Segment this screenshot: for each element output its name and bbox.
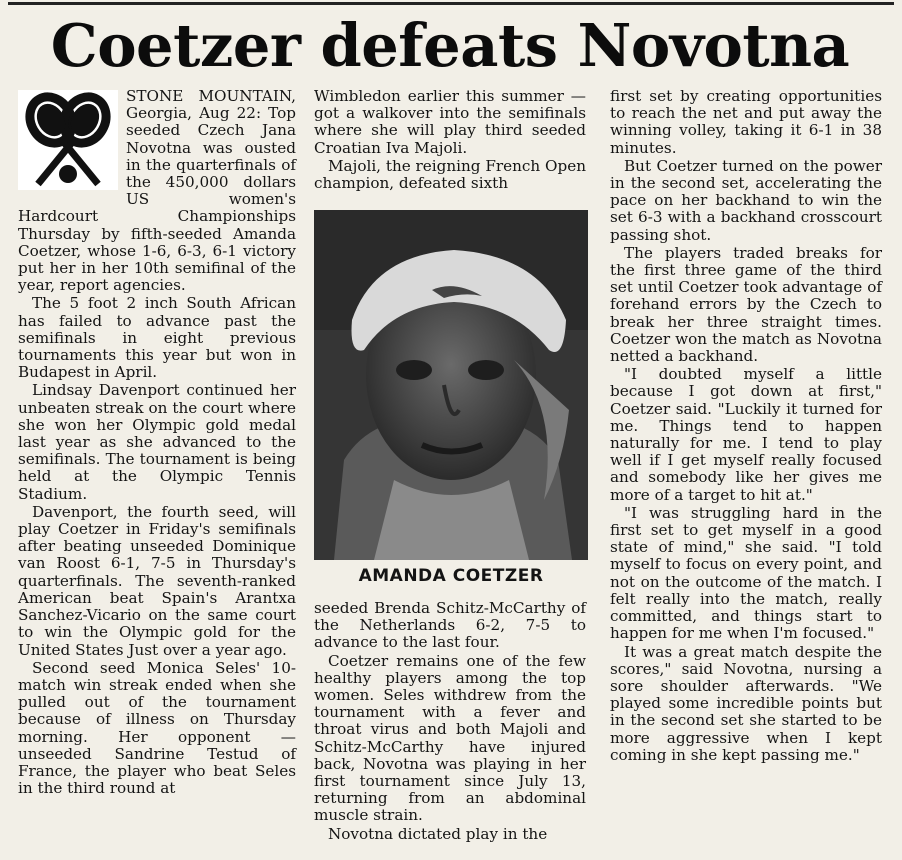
paragraph: Lindsay Davenport continued her unbeaten streak on the court where she won her Olympic gold medal last year as she advanced to the semifinals. The tournament is being held at the Olympic Tennis Stadium.: [18, 381, 296, 503]
tennis-rackets-icon: [18, 90, 118, 190]
column-2-bottom: [314, 600, 586, 843]
photo-caption: AMANDA COETZER: [358, 566, 544, 586]
column-2-top: [314, 88, 586, 192]
headline: Coetzer defeats Novotna: [50, 11, 850, 80]
paragraph: seeded Brenda Schitz-McCarthy of the Netherlands 6-2, 7-5 to advance to the last four.: [314, 599, 586, 652]
paragraph: STONE MOUNTAIN, Georgia, Aug 22: Top seeded Czech Jana Novotna was ousted in the quarterfinals of the 450,000 dollars US women's Hardcourt Championships Thursday by fifth-seeded Amanda Coetzer, whose 1-6, 6-3, 6-1 victory put her in her 10th semifinal of the year, report agencies.: [18, 87, 296, 295]
photo-illustration: [314, 210, 588, 560]
column-1-text: [18, 88, 296, 797]
column-3: [610, 88, 882, 764]
paragraph: Coetzer remains one of the few healthy players among the top women. Seles withdrew from the tournament with a fever and throat virus and both Majoli and Schitz-McCarthy have injured back, Novotna was playing in her first tournament since July 13, returning from an abdominal muscle strain.: [314, 651, 586, 825]
paragraph: The players traded breaks for the first three game of the third set until Coetzer took advantage of forehand errors by the Czech to break her three straight times. Coetzer won the match as Novotna netted a backhand.: [610, 243, 882, 366]
paragraph: "I doubted myself a little because I got down at first," Coetzer said. "Luckily it turned for me. Things tend to happen naturally for me. I tend to play well if I get myself really focused and somebody like her gives me more of a target to hit at.": [610, 365, 882, 504]
paragraph: Majoli, the reigning French Open champion, defeated sixth: [314, 156, 586, 193]
paragraph: Second seed Monica Seles' 10-match win streak ended when she pulled out of the tournament because of illness on Thursday morning. Her opponent — unseeded Sandrine Testud of France, the player who beat Seles in the third round at: [18, 658, 296, 798]
paragraph: The 5 foot 2 inch South African has failed to advance past the semifinals in eight previous tournaments this year but won in Budapest in April.: [18, 294, 296, 382]
paragraph: Novotna dictated play in the: [328, 824, 548, 843]
paragraph: Wimbledon earlier this summer — got a walkover into the semifinals where she will play third seeded Croatian Iva Majoli.: [314, 87, 586, 157]
paragraph: Davenport, the fourth seed, will play Coetzer in Friday's semifinals after beating unseeded Dominique van Roost 6-1, 7-5 in Thursday's quarterfinals. The seventh-ranked American beat Spain's Arantxa Sanchez-Vicario on the same court to win the Olympic gold for the United States Just over a year ago.: [18, 502, 296, 659]
paragraph: It was a great match despite the scores," said Novotna, nursing a sore shoulder afterwards. "We played some incredible points but in the second set she started to be more aggressive when I kept coming in she kept passing me.": [610, 642, 882, 764]
player-photo: [314, 210, 588, 560]
paragraph: first set by creating opportunities to reach the net and put away the winning volley, taking it 6-1 in 38 minutes.: [610, 87, 882, 157]
paragraph: But Coetzer turned on the power in the second set, accelerating the pace on her backhand to win the set 6-3 with a backhand crosscourt passing shot.: [610, 156, 882, 244]
paragraph: "I was struggling hard in the first set to get myself in a good state of mind," she said. "I told myself to focus on every point, and not on the outcome of the match. I felt really into the match, really committed, and things start to happen for me when I'm focused.": [610, 503, 882, 643]
column-1: [18, 88, 296, 797]
